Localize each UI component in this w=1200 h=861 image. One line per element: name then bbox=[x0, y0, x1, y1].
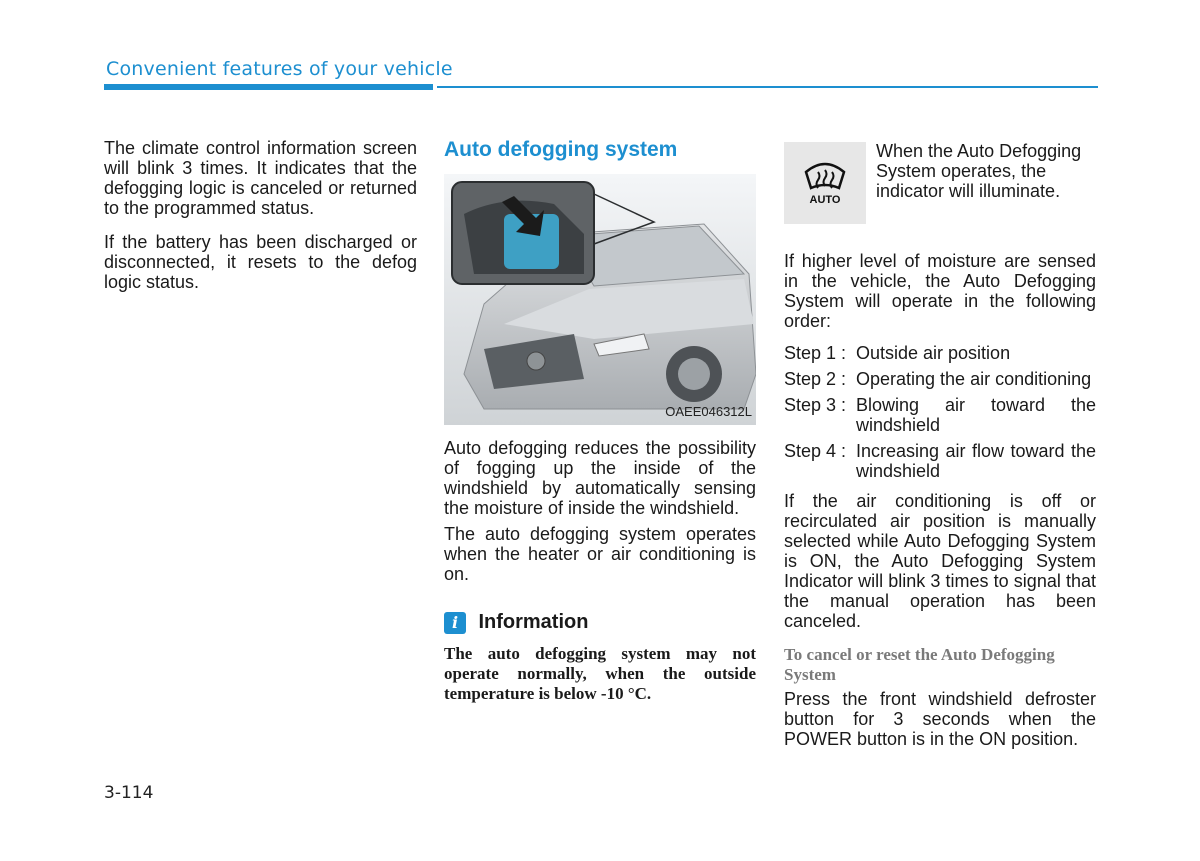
step-item bbox=[784, 441, 1096, 481]
info-icon: i bbox=[444, 612, 466, 634]
paragraph: Press the front windshield defroster button for 3 seconds when the POWER button is in the ON position. bbox=[784, 689, 1096, 749]
page-number: 3-114 bbox=[104, 783, 154, 803]
middle-column-text bbox=[444, 438, 756, 590]
step-item bbox=[784, 395, 1096, 435]
indicator-label: AUTO bbox=[809, 194, 841, 206]
paragraph: The climate control information screen will blink 3 times. It indicates that the defogging logic is canceled or returned to the programmed status. bbox=[104, 138, 417, 218]
step-label: Step 2 : bbox=[784, 369, 847, 389]
step-label: Step 3 : bbox=[784, 395, 847, 415]
indicator-description: When the Auto Defogging System operates, the indicator will illuminate. bbox=[876, 141, 1082, 201]
step-text: Outside air position bbox=[856, 343, 1011, 363]
paragraph: If the battery has been discharged or disconnected, it resets to the defog logic status. bbox=[104, 232, 417, 292]
step-text: Increasing air flow toward the windshield bbox=[856, 441, 1096, 481]
header-rule-thick bbox=[104, 84, 433, 90]
paragraph: The auto defogging system operates when the heater or air conditioning is on. bbox=[444, 524, 756, 584]
subsection-heading: To cancel or reset the Auto Defogging System bbox=[784, 645, 1055, 684]
paragraph: If higher level of moisture are sensed in the vehicle, the Auto Defogging System will operate in the following order: bbox=[784, 251, 1096, 331]
step-label: Step 1 : bbox=[784, 343, 847, 363]
figure-caption: OAEE046312L bbox=[665, 404, 752, 419]
step-label: Step 4 : bbox=[784, 441, 847, 461]
car-illustration-svg bbox=[444, 174, 756, 425]
step-item bbox=[784, 369, 1096, 389]
right-column-text bbox=[784, 251, 1096, 761]
defog-indicator-icon bbox=[784, 142, 866, 224]
section-heading: Auto defogging system bbox=[444, 138, 678, 161]
step-item bbox=[784, 343, 1096, 363]
paragraph: If the air conditioning is off or recirculated air position is manually selected while Auto Defogging System is ON, the Auto Defogging System Indicator will blink 3 times to signal that the manual operation has been canceled. bbox=[784, 491, 1096, 631]
information-text: The auto defogging system may not operate normally, when the outside temperature is below -10 °C. bbox=[444, 644, 756, 703]
header-rule-thin bbox=[437, 86, 1098, 88]
paragraph: Auto defogging reduces the possibility of fogging up the inside of the windshield by automatically sensing the moisture of inside the windshield. bbox=[444, 438, 756, 518]
page-header-title: Convenient features of your vehicle bbox=[106, 58, 453, 80]
step-text: Operating the air conditioning bbox=[856, 369, 1092, 389]
information-title: Information bbox=[478, 611, 589, 633]
car-illustration bbox=[444, 174, 756, 425]
left-column bbox=[104, 138, 417, 306]
defog-indicator bbox=[784, 142, 866, 224]
step-text: Blowing air toward the windshield bbox=[856, 395, 1096, 435]
information-box bbox=[444, 611, 756, 704]
